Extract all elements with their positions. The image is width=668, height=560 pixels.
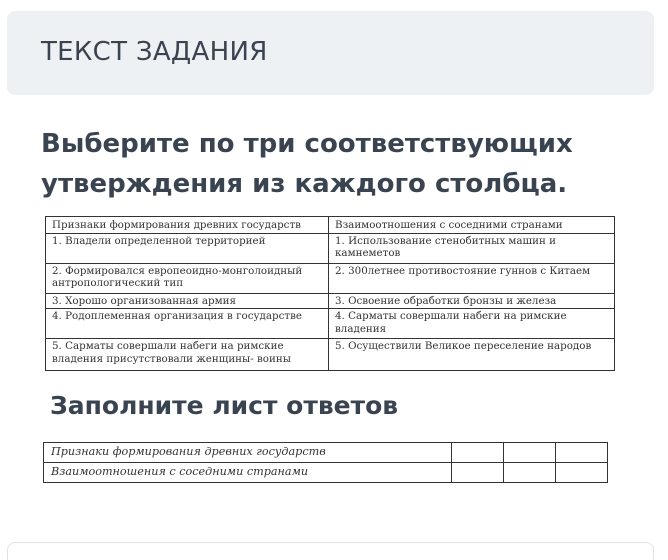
column-header: Взаимоотношения с соседними странами: [329, 217, 615, 234]
answer-cell[interactable]: [504, 463, 556, 483]
answer-row: [44, 463, 608, 483]
answer-cell[interactable]: [556, 463, 608, 483]
table-cell: 5. Сарматы совершали набеги на римские владения присутствовали женщины- воины: [46, 339, 329, 371]
table-cell: 3. Хорошо организованная армия: [46, 293, 329, 309]
next-card: [7, 542, 654, 560]
table-cell: 4. Сарматы совершали набеги на римские владения: [329, 309, 615, 339]
column-header: Признаки формирования древних государств: [46, 217, 329, 234]
answer-row-label: Взаимоотношения с соседними странами: [44, 463, 452, 483]
table-cell: 1. Владели определенной территорией: [46, 233, 329, 263]
answer-cell[interactable]: [504, 443, 556, 463]
table-row: [46, 293, 615, 309]
table-row: [46, 233, 615, 263]
table-cell: 2. 300летнее противостояние гуннов с Китаем: [329, 263, 615, 293]
question-text: Выберите по три соответствующих утверждения из каждого столбца.: [41, 129, 573, 199]
answers-title: Заполните лист ответов: [50, 391, 399, 420]
table-row: [46, 339, 615, 371]
task-header-title: ТЕКСТ ЗАДАНИЯ: [41, 37, 268, 67]
answer-cell[interactable]: [452, 463, 504, 483]
table-cell: 1. Использование стенобитных машин и камнеметов: [329, 233, 615, 263]
statements-table: [45, 216, 615, 371]
table-row: [46, 263, 615, 293]
answer-cell[interactable]: [556, 443, 608, 463]
table-cell: 2. Формировался европеоидно-монголоидный антропологический тип: [46, 263, 329, 293]
table-cell: 3. Освоение обработки бронзы и железа: [329, 293, 615, 309]
answer-row-label: Признаки формирования древних государств: [44, 443, 452, 463]
answer-sheet-table: [43, 442, 608, 483]
table-cell: 5. Осуществили Великое переселение народов: [329, 339, 615, 371]
answer-row: [44, 443, 608, 463]
table-header-row: [46, 217, 615, 234]
table-row: [46, 309, 615, 339]
task-header-card: [7, 11, 654, 95]
answer-cell[interactable]: [452, 443, 504, 463]
table-cell: 4. Родоплеменная организация в государстве: [46, 309, 329, 339]
